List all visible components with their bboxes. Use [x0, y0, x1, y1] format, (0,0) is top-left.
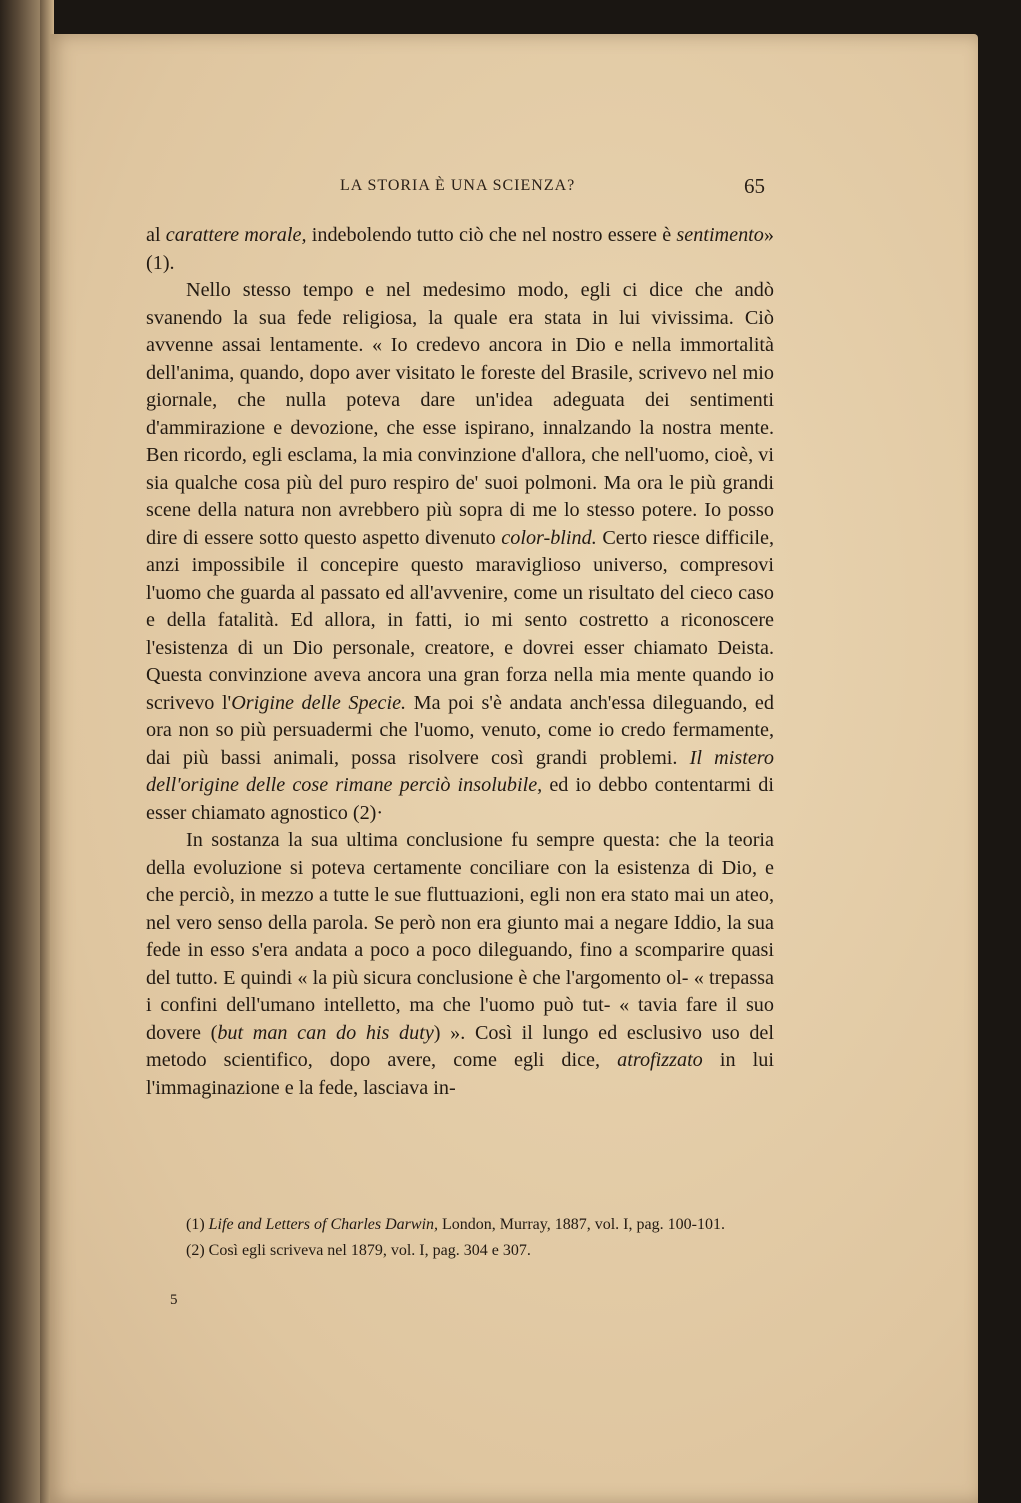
text-run: Certo riesce difficile, anzi impossibile il concepire questo maraviglioso universo, compresovi l'uomo che guarda al passato ed all'avvenire, come un risultato del cieco caso e della fatalità. Ed allora, in fatti, io mi sento costretto a riconoscere l'esistenza di un Dio personale, creatore, e dovrei esser chiamato Deista. Questa convinzione aveva ancora una gran forza nella mia mente quando io scrivevo l'	[146, 526, 775, 714]
italic-run: carattere morale,	[165, 224, 307, 246]
italic-run: but man can do his duty	[217, 1021, 434, 1044]
italic-run: color-blind.	[501, 526, 597, 549]
text-run: (1)	[186, 1216, 209, 1233]
text-run: ) ». Così il lungo ed esclusivo uso del metodo scientifico, dopo avere, come egli dice,	[146, 1021, 774, 1071]
text-run: London, Murray, 1887, vol. I, pag. 100-101.	[438, 1216, 725, 1233]
text-run: indebolendo tutto ciò che nel nostro essere è	[306, 224, 677, 246]
book-page	[50, 34, 978, 1503]
text-run: In sostanza la sua ultima conclusione fu sempre questa: che la teoria della evoluzione si poteva certamente conciliare con la esistenza di Dio, e che perciò, in mezzo a tutte le sue fluttuazioni, egli non era stato mai un ateo, nel vero senso della parola. Se però non era giunto mai a negare Iddio, la sua fede in esso s'era andata a poco a poco dileguando, fino a scomparire quasi del tutto. E quindi « la più sicura conclusione è che l'argomento ol- « trepassa i confini dell'umano intelletto, ma che l'uomo può tut- « tavia fare il suo dovere (	[146, 829, 774, 1044]
page-number: 65	[744, 174, 765, 198]
italic-run: sentimento	[676, 224, 764, 246]
italic-run: Life and Letters of Charles Darwin,	[208, 1216, 439, 1233]
text-run: al	[146, 224, 166, 246]
footnote-2: (2) Così egli scriveva nel 1879, vol. I, pag. 304 e 307.	[186, 1242, 531, 1259]
text-run: Ma poi s'è andata anch'essa dileguando, ed ora non so più persuadermi che l'uomo, venuto, come io credo fermamente, dai più bassi animali, possa risolvere così grandi problemi.	[146, 691, 774, 769]
text-run: ed io debbo contentarmi di esser chiamato agnostico (2)·	[146, 774, 774, 824]
paragraph-1	[146, 222, 774, 277]
footnotes	[146, 1212, 776, 1264]
italic-run: Origine delle Specie.	[231, 691, 407, 714]
paragraph-3	[146, 827, 774, 1102]
italic-run: atrofizzato	[617, 1049, 703, 1071]
text-run: » (1).	[146, 224, 774, 274]
text-run: Nello stesso tempo e nel medesimo modo, egli ci dice che andò svanendo la sua fede religiosa, la quale era stata in lui vivissima. Ciò avvenne assai lentamente. « Io credevo ancora in Dio e nella immortalità dell'anima, quando, dopo aver visitato le foreste del Brasile, scrivevo nel mio giornale, che nulla poteva dare un'idea adeguata dei sentimenti d'ammirazione e devozione, che esse ispirano, innalzando la nostra mente. Ben ricordo, egli esclama, la mia convinzione d'allora, che nell'uomo, cioè, vi sia qualche cosa più del puro respiro de' suoi polmoni. Ma ora le più grandi scene della natura non avrebbero più sopra di me lo stesso potere. Io posso dire di essere sotto questo aspetto divenuto	[146, 279, 774, 549]
page-header	[50, 174, 978, 207]
signature-mark: 5	[170, 1292, 178, 1308]
text-run: in lui l'immaginazione e la fede, lasciava in-	[146, 1049, 774, 1099]
footnote-1	[146, 1212, 776, 1238]
running-title: LA STORIA È UNA SCIENZA?	[340, 177, 576, 194]
italic-run: Il mistero dell'origine delle cose rimane perciò insolubile,	[146, 746, 774, 796]
body-text	[146, 222, 774, 1102]
paragraph-2	[146, 277, 774, 827]
